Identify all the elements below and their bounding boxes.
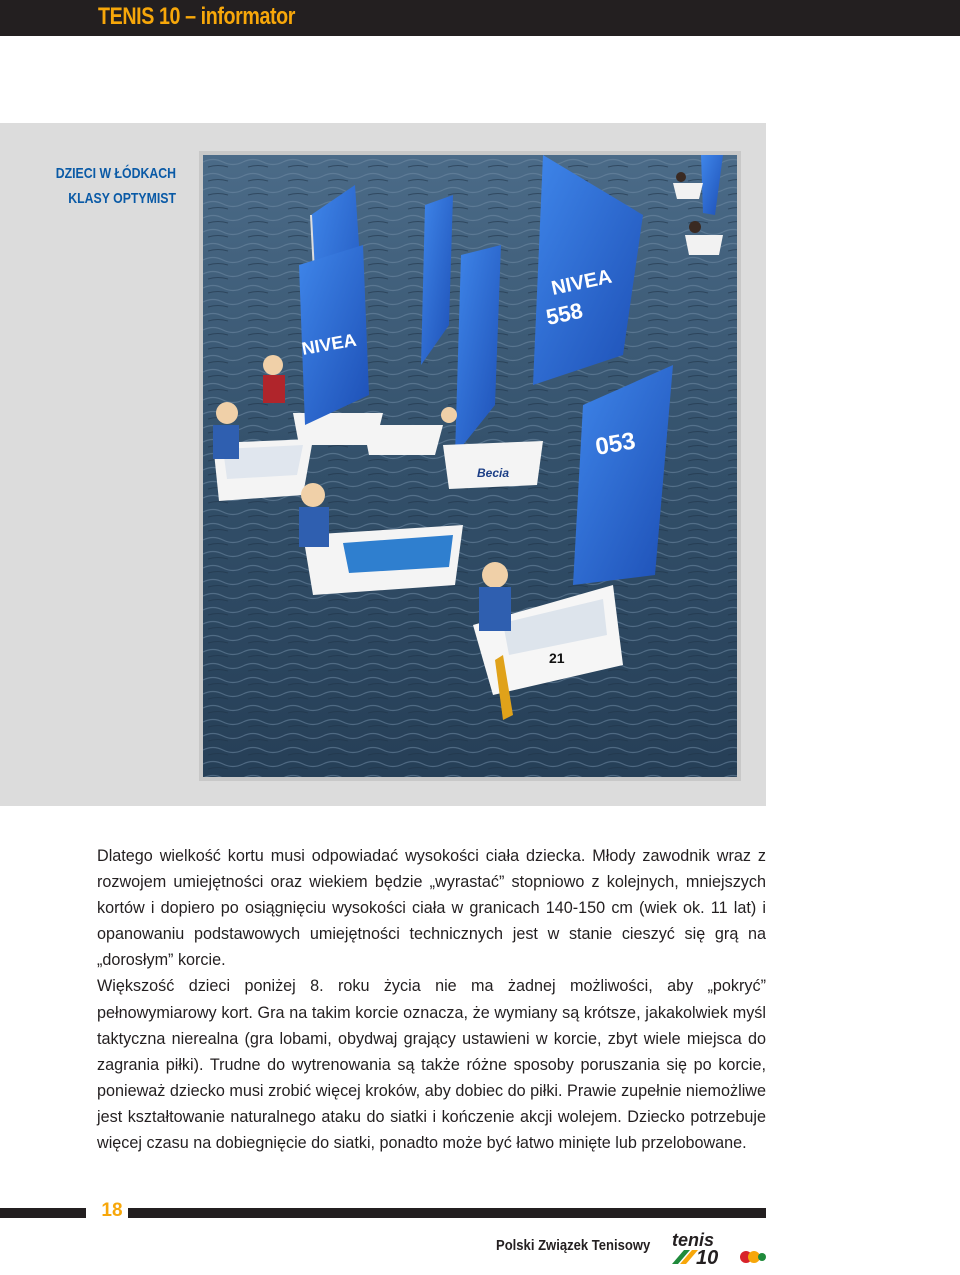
sailing-photo (199, 151, 741, 781)
ball-icon-green (758, 1253, 766, 1261)
tenis10-logo (668, 1230, 766, 1270)
caption-line-2: KLASY OPTYMIST (68, 190, 176, 207)
article-body (97, 843, 766, 1156)
caption-line-1: DZIECI W ŁÓDKACH (55, 165, 176, 182)
sail-text-nivea-right: NIVEA (549, 265, 614, 300)
footer-rule-left (0, 1208, 86, 1218)
logo-word: tenis (672, 1230, 715, 1250)
paragraph-2: Większość dzieci poniżej 8. roku życia nie ma żadnej możliwości, aby „pokryć” pełnowymiarowy kort. Gra na takim korcie oznacza, że wymiany są krótsze, jakakolwiek myśl taktyczna nierealna (gra lobami, obydwaj grający ustawieni w korcie, zbyt wiele miejsca do zagrania piłki). Trudne do wytrenowania są także różne sposoby poruszania się po korcie, ponieważ dziecko musi zrobić więcej kroków, aby dobiec do piłki. Prawie zupełnie niemożliwe jest kształtowanie naturalnego ataku do siatki i kończenie akcji wolejem. Dziecko potrzebuje więcej czasu na dobiegnięcie do siatki, ponadto może być łatwo minięte lub przelobowane. (97, 977, 766, 1153)
boat-number-21: 21 (549, 650, 565, 666)
page-number: 18 (101, 1200, 123, 1221)
tenis10-logo-graphic (668, 1230, 766, 1270)
sail-text-number: 558 (543, 297, 585, 330)
page-header (0, 0, 960, 36)
footer-rule (128, 1208, 766, 1218)
sail-text-nivea-left: NIVEA (300, 329, 358, 359)
organization-name: Polski Związek Tenisowy (496, 1238, 651, 1254)
sailing-photo-illustration (203, 155, 737, 777)
boat-name-text: Becia (477, 466, 510, 480)
photo-caption (48, 161, 176, 211)
sail-number-front: 053 (593, 427, 638, 461)
logo-number: 10 (696, 1247, 719, 1269)
header-title: TENIS 10 – informator (98, 3, 295, 30)
photo-panel (0, 123, 766, 806)
paragraph-1: Dlatego wielkość kortu musi odpowiadać wysokości ciała dziecka. Młody zawodnik wraz z rozwojem umiejętności oraz wiekiem będzie „wyrastać” stopniowo z kolejnych, mniejszych kortów i dopiero po osiągnięciu wysokości ciała w granicach 140-150 cm (wiek ok. 11 lat) i opanowaniu podstawowych umiejętności technicznych jest w stanie cieszyć się grą na „dorosłym” korcie. (97, 847, 766, 970)
